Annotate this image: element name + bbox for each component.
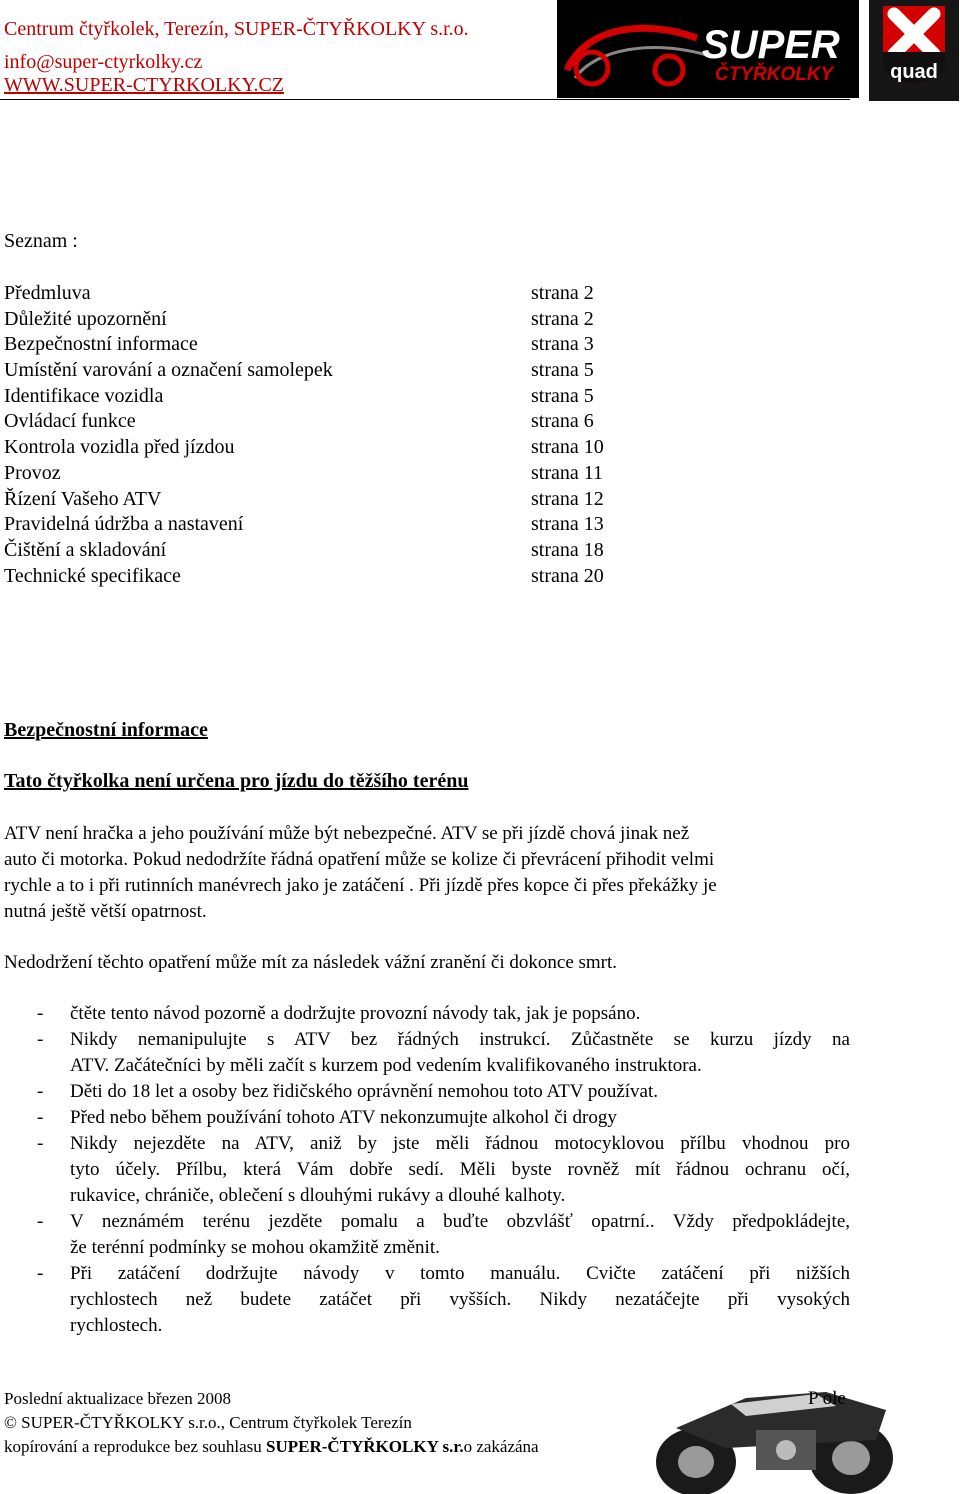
- paragraph-line: nutná ještě větší opatrnost.: [4, 901, 207, 922]
- toc-item: [4, 281, 644, 307]
- header-company-name: entrum čtyřkolek, Terezín, SUPER-ČTYŘKOLKY s.r.o.: [17, 18, 469, 40]
- toc-item-title: Důležité upozornění: [4, 307, 167, 330]
- section-heading: Bezpečnostní informace: [4, 719, 208, 741]
- list-item-line: tyto účely. Přílbu, která Vám dobře sedí. Měli byste rovněž mít řádnou ochranu očí,: [70, 1159, 850, 1180]
- list-item: [4, 1261, 850, 1339]
- list-item: [4, 1105, 854, 1131]
- header-company: [4, 18, 469, 40]
- footer-copyright-text: SUPER-ČTYŘKOLKY s.r.o., Centrum čtyřkolek Terezín: [21, 1413, 412, 1432]
- list-item: [4, 1027, 850, 1079]
- super-ctyrkolky-logo: [557, 0, 859, 98]
- footer-notice-start: kopírování a reprodukce bez souhlasu: [4, 1437, 266, 1456]
- toc-item-page: strana 12: [531, 487, 604, 510]
- logo-text-sub: ČTYŘKOLKY: [715, 64, 834, 85]
- warning-paragraph: [4, 821, 854, 925]
- paragraph-line: auto či motorka. Pokud nedodržíte řádná opatření může se kolize či převrácení přihodit velmi: [4, 849, 715, 870]
- list-item-line: Nikdy nejezděte na ATV, aniž by jste měli řádnou motocyklovou přílbu vhodnou pro: [70, 1133, 850, 1154]
- toc-item-title: Řízení Vašeho ATV: [4, 487, 162, 510]
- atv-photo: [636, 1370, 936, 1494]
- toc-item-title: Předmluva: [4, 282, 91, 304]
- toc-item-title: Kontrola vozidla před jízdou: [4, 436, 235, 459]
- logo2-text: quad: [890, 61, 938, 83]
- toc-item-page: strana 3: [531, 333, 594, 356]
- toc-item-page: strana 20: [531, 564, 604, 587]
- toc-item-page: strana 18: [531, 538, 604, 561]
- header-email[interactable]: info@super-ctyrkolky.cz: [4, 51, 203, 73]
- list-item-line: rychlostech než budete zatáčet při vyšších. Nikdy nezatáčejte při vysokých: [70, 1289, 850, 1310]
- list-item: [4, 1209, 850, 1261]
- list-item: [4, 1079, 854, 1105]
- paragraph-line: rychle a to i při rutinních manévrech jako je zatáčení . Při jízdě přes kopce či přes překážky je: [4, 875, 717, 896]
- toc-item: [4, 435, 644, 461]
- toc-item-title: Identifikace vozidla: [4, 384, 164, 407]
- toc-item: [4, 564, 644, 590]
- list-item-line: Děti do 18 let a osoby bez řidičského oprávnění nemohou toto ATV používat.: [70, 1081, 659, 1102]
- toc-item-page: strana 2: [531, 282, 594, 304]
- list-dash: -: [37, 1263, 44, 1284]
- toc-item: [4, 409, 644, 435]
- list-dash: -: [37, 1003, 44, 1024]
- list-dash: -: [37, 1107, 44, 1128]
- atv-icon: [636, 1370, 936, 1494]
- list-dash: -: [37, 1029, 44, 1050]
- toc-item-page: strana 2: [531, 307, 594, 330]
- toc-item-title: Provoz: [4, 461, 61, 484]
- toc-item: [4, 512, 644, 538]
- table-of-contents: [4, 281, 644, 589]
- footer-notice-bold: SUPER-ČTYŘKOLKY s.r.: [266, 1437, 464, 1456]
- list-item: [4, 1131, 850, 1209]
- toc-item-page: strana 10: [531, 436, 604, 459]
- toc-item-page: strana 5: [531, 384, 594, 407]
- footer-notice-end: o zakázána: [463, 1437, 539, 1456]
- toc-item-page: strana 11: [531, 461, 604, 484]
- paragraph-line: ATV není hračka a jeho používání může být nebezpečné. ATV se při jízdě chová jinak než: [4, 823, 690, 844]
- list-item-line: Před nebo během používání tohoto ATV nekonzumujte alkohol či drogy: [70, 1107, 617, 1128]
- list-item: [4, 1001, 854, 1027]
- toc-item: [4, 461, 644, 487]
- list-item-line: rychlostech.: [70, 1315, 163, 1336]
- consequence-paragraph: Nedodržení těchto opatření může mít za následek vážní zranění či dokonce smrt.: [4, 952, 618, 973]
- toc-item-title: Pravidelná údržba a nastavení: [4, 513, 244, 536]
- footer-notice: [4, 1435, 539, 1459]
- toc-item-page: strana 6: [531, 410, 594, 433]
- x-quad-logo: [869, 0, 959, 101]
- toc-item-page: strana 13: [531, 513, 604, 536]
- list-item-line: ATV. Začátečníci by měli začít s kurzem pod vedením kvalifikovaného instruktora.: [70, 1055, 702, 1076]
- list-item-line: čtěte tento návod pozorně a dodržujte provozní návody tak, jak je popsáno.: [70, 1003, 641, 1024]
- list-dash: -: [37, 1081, 44, 1102]
- toc-item: [4, 538, 644, 564]
- toc-item-title: Bezpečnostní informace: [4, 333, 198, 356]
- toc-item: [4, 487, 644, 513]
- footer-copyright: [4, 1411, 412, 1435]
- header-company-initial: C: [4, 18, 18, 40]
- toc-heading: Seznam :: [4, 230, 78, 252]
- footer-updated: Poslední aktualizace březen 2008: [4, 1389, 232, 1408]
- toc-item-title: Umístění varování a označení samolepek: [4, 359, 333, 382]
- toc-item: [4, 358, 644, 384]
- section-subheading: Tato čtyřkolka není určena pro jízdu do těžšího terénu: [4, 770, 469, 792]
- toc-item-title: Čištění a skladování: [4, 538, 167, 561]
- toc-item: [4, 307, 644, 333]
- list-item-line: že terénní podmínky se mohou okamžitě změnit.: [70, 1237, 440, 1258]
- logo-graphic: [557, 0, 859, 98]
- logo-text-main: SUPER: [702, 23, 840, 67]
- list-item-line: Nikdy nemanipulujte s ATV bez řádných instrukcí. Zůčastněte se kurzu jízdy na: [70, 1029, 850, 1050]
- list-dash: -: [37, 1211, 44, 1232]
- copyright-icon: ©: [4, 1413, 17, 1432]
- safety-rules-list: [4, 1001, 854, 1339]
- toc-item-title: Ovládací funkce: [4, 410, 136, 433]
- toc-item-page: strana 5: [531, 359, 594, 382]
- toc-item-title: Technické specifikace: [4, 564, 181, 587]
- list-item-line: rukavice, chrániče, oblečení s dlouhými rukávy a dlouhé kalhoty.: [70, 1185, 566, 1206]
- header-website-link[interactable]: WWW.SUPER-CTYRKOLKY.CZ: [4, 74, 285, 96]
- list-item-line: Při zatáčení dodržujte návody v tomto manuálu. Cvičte zatáčení při nižších: [70, 1263, 850, 1284]
- x-quad-graphic: [869, 0, 959, 101]
- footer-side-text: P ole: [808, 1388, 846, 1409]
- toc-item: [4, 332, 644, 358]
- header-rule: [0, 99, 850, 100]
- list-dash: -: [37, 1133, 44, 1154]
- list-item-line: V neznámém terénu jezděte pomalu a buďte obzvlášť opatrní.. Vždy předpokládejte,: [70, 1211, 850, 1232]
- toc-item: [4, 384, 644, 410]
